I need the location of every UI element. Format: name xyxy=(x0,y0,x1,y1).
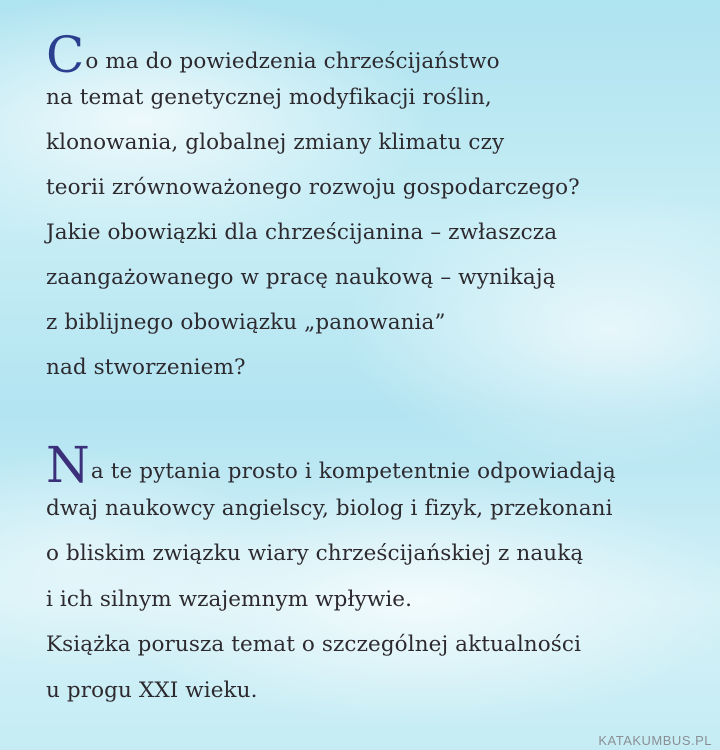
line-text: a te pytania prosto i kompetentnie odpowiadają xyxy=(90,459,616,484)
paragraph-line xyxy=(46,26,714,84)
paragraph-line: Książka porusza temat o szczególnej aktualności xyxy=(46,632,582,657)
paragraph-line: o bliskim związku wiary chrześcijańskiej z nauką xyxy=(46,541,584,566)
paragraph-line xyxy=(46,436,714,494)
paragraph-line: Jakie obowiązki dla chrześcijanina – zwłaszcza xyxy=(46,220,558,245)
paragraph-line: u progu XXI wieku. xyxy=(46,677,258,703)
paragraph-line: teorii zrównoważonego rozwoju gospodarczego? xyxy=(46,175,580,200)
watermark: KATAKUMBUS.PL xyxy=(598,733,712,748)
paragraph-line: klonowania, globalnej zmiany klimatu czy xyxy=(46,130,505,155)
drop-cap-initial: C xyxy=(46,26,85,84)
paragraph-line: i ich silnym wzajemnym wpływie. xyxy=(46,586,413,612)
paragraph-line: nad stworzeniem? xyxy=(46,355,246,380)
paragraph-line: z biblijnego obowiązku „panowania” xyxy=(46,310,446,335)
intro-paragraph xyxy=(46,26,714,390)
paragraph-line: na temat genetycznej modyfikacji roślin, xyxy=(46,85,492,110)
paragraph-line: dwaj naukowcy angielscy, biolog i fizyk, przekonani xyxy=(46,495,613,521)
drop-cap-initial: N xyxy=(46,436,90,494)
paragraph-line: zaangażowanego w pracę naukową – wynikają xyxy=(46,265,556,290)
line-text: o ma do powiedzenia chrześcijaństwo xyxy=(85,49,500,74)
answer-paragraph xyxy=(46,436,714,713)
